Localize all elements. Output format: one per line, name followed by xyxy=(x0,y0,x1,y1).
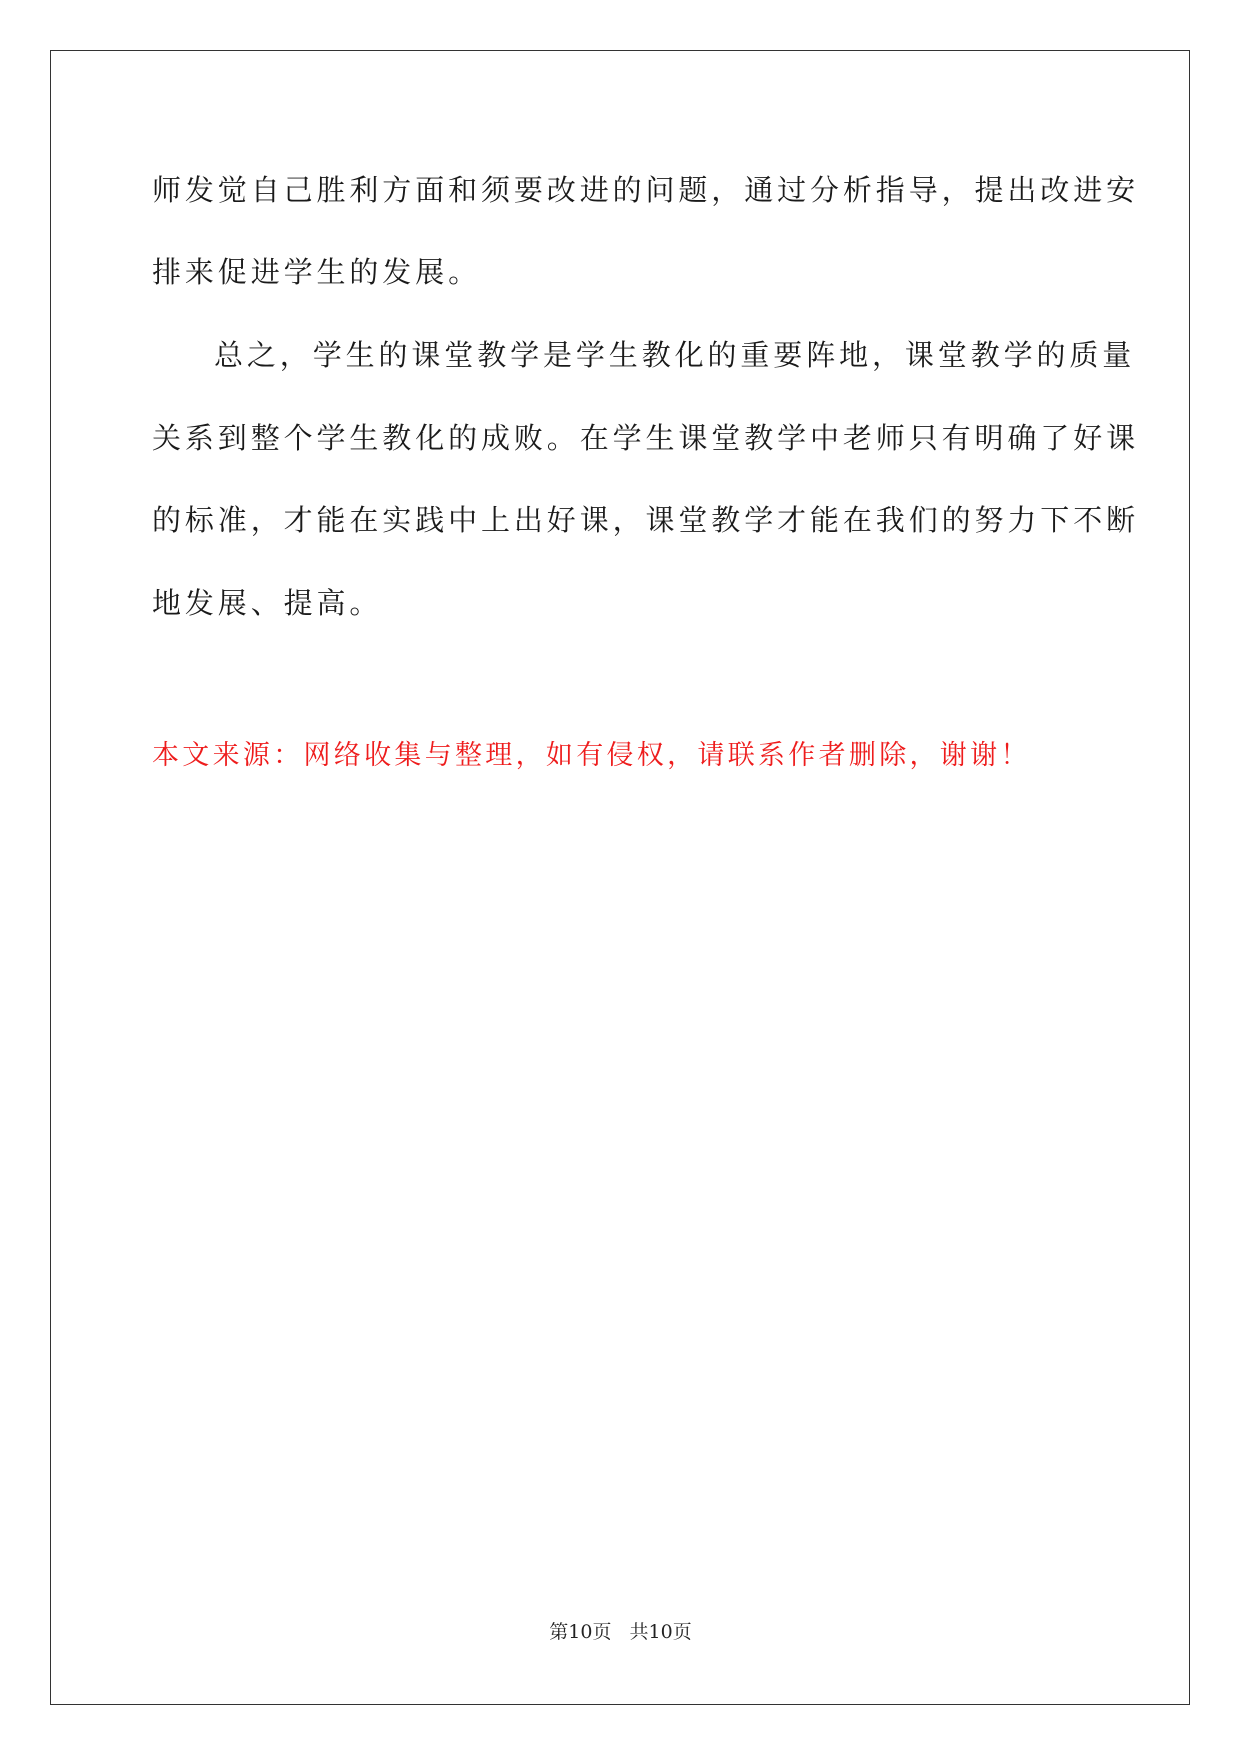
page-footer xyxy=(0,1617,1241,1644)
paragraph-line: 地发展、提高。 xyxy=(152,586,383,620)
current-page-number: 第10页 xyxy=(549,1621,612,1643)
paragraph-line: 总之，学生的课堂教学是学生教化的重要阵地，课堂教学的质量 xyxy=(214,338,1136,372)
source-note: 本文来源：网络收集与整理，如有侵权，请联系作者删除，谢谢！ xyxy=(152,740,1031,771)
paragraph-line: 师发觉自己胜利方面和须要改进的问题，通过分析指导，提出改进安 xyxy=(152,173,1140,207)
paragraph-line: 排来促进学生的发展。 xyxy=(152,255,482,289)
paragraph-line: 的标准，才能在实践中上出好课，课堂教学才能在我们的努力下不断 xyxy=(152,503,1140,537)
paragraph-line: 关系到整个学生教化的成败。在学生课堂教学中老师只有明确了好课 xyxy=(152,421,1140,455)
total-page-count: 共10页 xyxy=(629,1621,692,1643)
page-frame xyxy=(50,50,1190,1705)
